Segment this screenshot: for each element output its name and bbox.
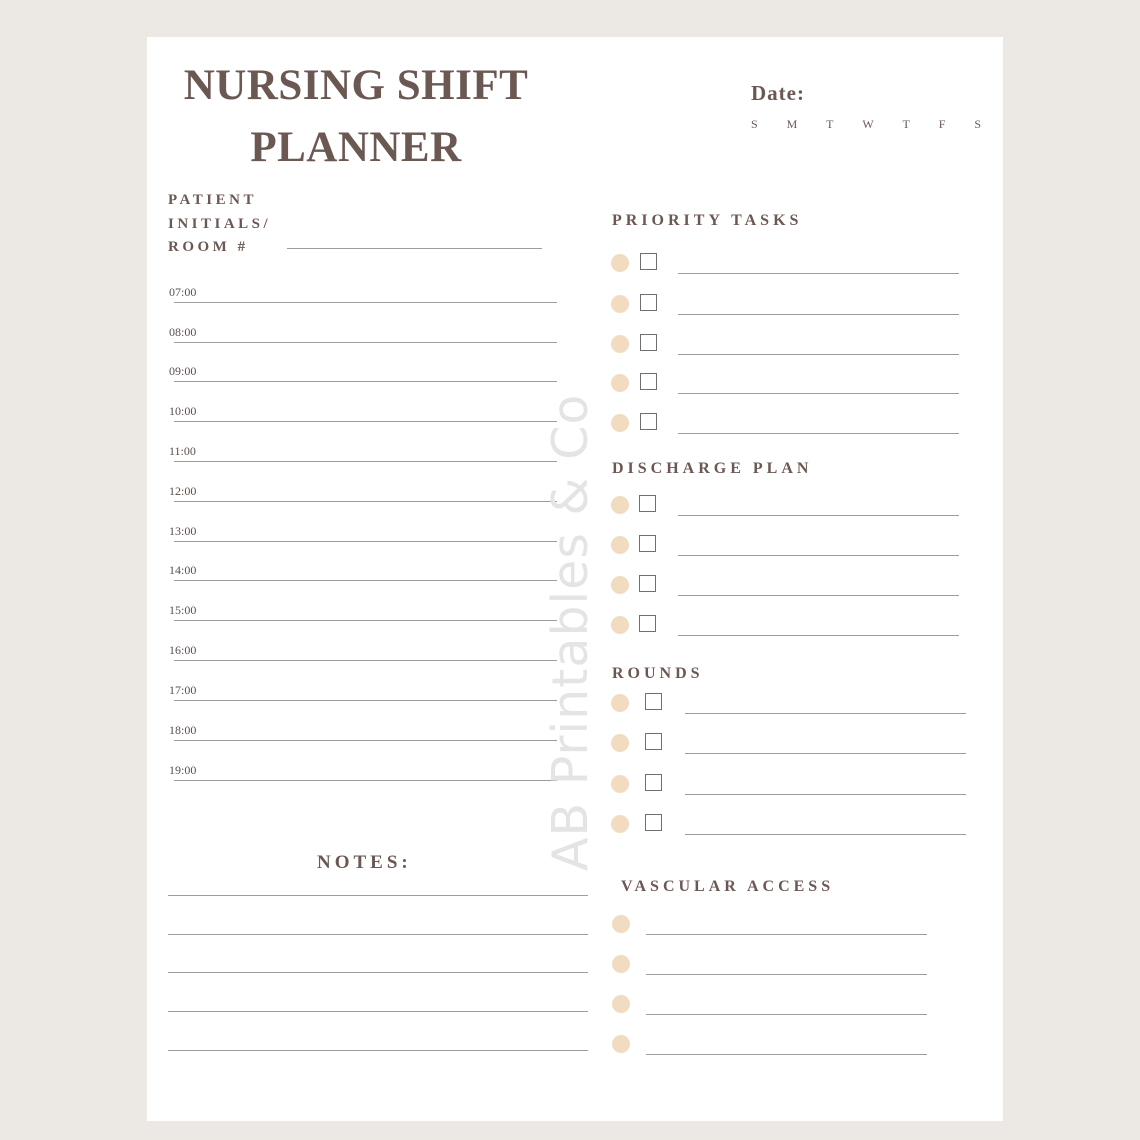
notes-line[interactable] [168, 1011, 588, 1012]
vascular-access-item [612, 1033, 927, 1055]
bullet-dot [612, 915, 630, 933]
vascular-access-item [612, 953, 927, 975]
time-label: 19:00 [169, 763, 197, 777]
task-entry-line[interactable] [678, 354, 959, 355]
entry-line[interactable] [646, 974, 927, 975]
priority-task-item [611, 372, 959, 394]
schedule-line [174, 342, 557, 343]
schedule-line [174, 421, 557, 422]
bullet-dot [611, 616, 629, 634]
time-label: 09:00 [169, 364, 197, 378]
priority-task-item [611, 412, 959, 434]
notes-title: NOTES: [317, 852, 412, 873]
schedule-row-1700[interactable] [169, 677, 557, 701]
notes-line[interactable] [168, 934, 588, 935]
notes-line[interactable] [168, 1050, 588, 1051]
bullet-dot [611, 335, 629, 353]
schedule-line [174, 700, 557, 701]
priority-task-item [611, 293, 959, 315]
time-label: 10:00 [169, 404, 197, 418]
schedule-row-0900[interactable] [169, 358, 557, 382]
task-checkbox[interactable] [640, 294, 657, 311]
priority-task-item [611, 252, 959, 274]
schedule-line [174, 660, 557, 661]
task-entry-line[interactable] [678, 635, 959, 636]
vascular-access-item [612, 913, 927, 935]
bullet-dot [611, 775, 629, 793]
notes-line[interactable] [168, 972, 588, 973]
priority-task-item [611, 333, 959, 355]
bullet-dot [611, 576, 629, 594]
discharge-plan-item [611, 614, 959, 636]
vascular-access-title: VASCULAR ACCESS [621, 878, 835, 895]
schedule-row-0800[interactable] [169, 319, 557, 343]
patient-label-line-1: PATIENT [168, 192, 257, 208]
time-label: 08:00 [169, 325, 197, 339]
bullet-dot [611, 496, 629, 514]
task-checkbox[interactable] [640, 253, 657, 270]
bullet-dot [611, 536, 629, 554]
title-line-1: NURSING SHIFT [183, 62, 529, 109]
schedule-line [174, 302, 557, 303]
task-entry-line[interactable] [685, 713, 966, 714]
task-checkbox[interactable] [640, 413, 657, 430]
task-entry-line[interactable] [678, 555, 959, 556]
schedule-row-1100[interactable] [169, 438, 557, 462]
schedule-row-1200[interactable] [169, 478, 557, 502]
rounds-item [611, 773, 966, 795]
bullet-dot [612, 955, 630, 973]
rounds-item [611, 813, 966, 835]
weekday-saturday[interactable]: S [974, 117, 981, 131]
schedule-row-1600[interactable] [169, 637, 557, 661]
schedule-line [174, 740, 557, 741]
task-entry-line[interactable] [678, 273, 959, 274]
schedule-row-1900[interactable] [169, 757, 557, 781]
time-label: 17:00 [169, 683, 197, 697]
task-checkbox[interactable] [645, 774, 662, 791]
task-entry-line[interactable] [678, 433, 959, 434]
discharge-plan-item [611, 534, 959, 556]
task-checkbox[interactable] [640, 373, 657, 390]
bullet-dot [611, 734, 629, 752]
entry-line[interactable] [646, 1014, 927, 1015]
priority-tasks-title: PRIORITY TASKS [612, 212, 803, 229]
schedule-row-1500[interactable] [169, 597, 557, 621]
task-checkbox[interactable] [639, 575, 656, 592]
time-label: 11:00 [169, 444, 196, 458]
weekday-wednesday[interactable]: W [862, 117, 874, 131]
bullet-dot [611, 815, 629, 833]
title-line-2: PLANNER [250, 124, 462, 171]
bullet-dot [611, 254, 629, 272]
entry-line[interactable] [646, 1054, 927, 1055]
weekday-monday[interactable]: M [786, 117, 798, 131]
schedule-line [174, 620, 557, 621]
weekday-sunday[interactable]: S [751, 117, 758, 131]
schedule-line [174, 381, 557, 382]
bullet-dot [611, 295, 629, 313]
schedule-line [174, 780, 557, 781]
notes-line[interactable] [168, 895, 588, 896]
task-entry-line[interactable] [685, 834, 966, 835]
planner-sheet [147, 37, 1003, 1121]
schedule-line [174, 580, 557, 581]
patient-label-line-3: ROOM # [168, 239, 249, 255]
task-entry-line[interactable] [678, 595, 959, 596]
bullet-dot [612, 1035, 630, 1053]
bullet-dot [611, 374, 629, 392]
rounds-title: ROUNDS [612, 665, 704, 682]
weekday-tuesday[interactable]: T [826, 117, 834, 131]
patient-input-line[interactable] [287, 248, 542, 249]
task-checkbox[interactable] [639, 535, 656, 552]
weekday-friday[interactable]: F [938, 117, 946, 131]
schedule-row-0700[interactable] [169, 279, 557, 303]
time-label: 13:00 [169, 524, 197, 538]
task-checkbox[interactable] [639, 615, 656, 632]
time-label: 07:00 [169, 285, 197, 299]
patient-label [168, 189, 271, 260]
watermark-text: AB Printables & Co [542, 393, 599, 871]
entry-line[interactable] [646, 934, 927, 935]
discharge-plan-item [611, 574, 959, 596]
task-entry-line[interactable] [678, 393, 959, 394]
schedule-row-1800[interactable] [169, 717, 557, 741]
task-entry-line[interactable] [678, 314, 959, 315]
task-checkbox[interactable] [640, 334, 657, 351]
task-checkbox[interactable] [645, 733, 662, 750]
patient-label-line-2: INITIALS/ [168, 215, 272, 232]
time-label: 12:00 [169, 484, 197, 498]
discharge-plan-item [611, 494, 959, 516]
task-checkbox[interactable] [645, 693, 662, 710]
schedule-row-1000[interactable] [169, 398, 557, 422]
bullet-dot [611, 414, 629, 432]
schedule-line [174, 461, 557, 462]
schedule-line [174, 541, 557, 542]
task-checkbox[interactable] [645, 814, 662, 831]
bullet-dot [611, 694, 629, 712]
discharge-plan-title: DISCHARGE PLAN [612, 460, 813, 477]
rounds-item [611, 732, 966, 754]
weekday-thursday[interactable]: T [902, 117, 910, 131]
time-label: 14:00 [169, 563, 197, 577]
time-label: 18:00 [169, 723, 197, 737]
weekday-selector [751, 117, 981, 132]
task-checkbox[interactable] [639, 495, 656, 512]
schedule-row-1300[interactable] [169, 518, 557, 542]
rounds-item [611, 692, 966, 714]
page-title [147, 55, 565, 179]
schedule-line [174, 501, 557, 502]
schedule-row-1400[interactable] [169, 557, 557, 581]
task-entry-line[interactable] [678, 515, 959, 516]
task-entry-line[interactable] [685, 753, 966, 754]
time-label: 15:00 [169, 603, 197, 617]
bullet-dot [612, 995, 630, 1013]
task-entry-line[interactable] [685, 794, 966, 795]
time-label: 16:00 [169, 643, 197, 657]
date-label: Date: [751, 81, 805, 105]
vascular-access-item [612, 993, 927, 1015]
